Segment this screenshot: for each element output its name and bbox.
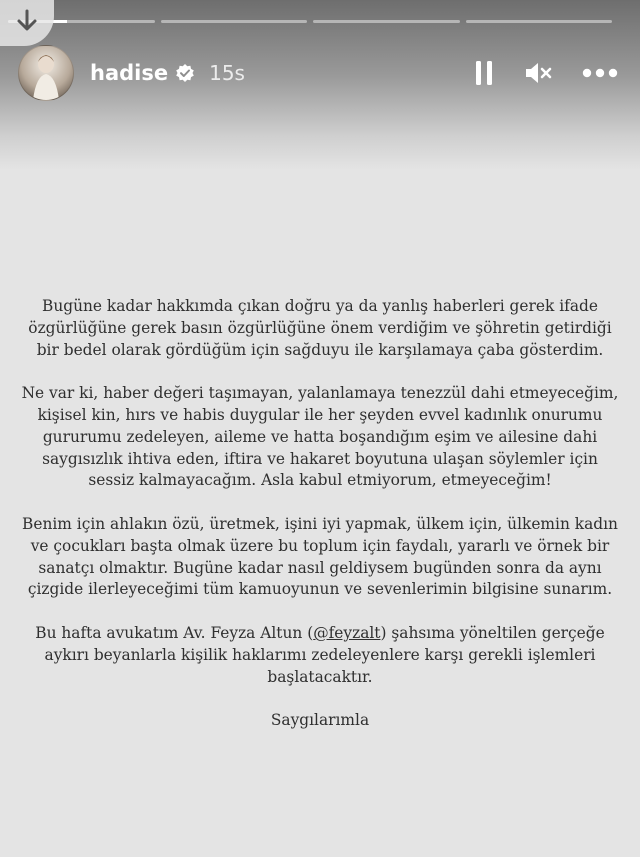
story-progress-bar bbox=[8, 20, 612, 23]
progress-segment bbox=[466, 20, 613, 23]
progress-segment bbox=[313, 20, 460, 23]
statement-text bbox=[18, 296, 622, 754]
statement-paragraph-1: Bugüne kadar hakkımda çıkan doğru ya da yanlış haberleri gerek ifade özgürlüğüne gerek basın özgürlüğüne önem verdiğim ve şöhretin getirdiği bir bedel olarak gördüğüm için sağduyu ile karşılamaya çaba gösterdim. bbox=[28, 297, 612, 359]
paragraph-4-before: Bu hafta avukatım Av. Feyza Altun ( bbox=[35, 623, 314, 642]
avatar[interactable] bbox=[18, 45, 74, 101]
story-header bbox=[18, 44, 618, 102]
download-icon bbox=[14, 8, 40, 38]
statement-paragraph-3: Benim için ahlakın özü, üretmek, işini iyi yapmak, ülkem için, ülkemin kadın ve çocukları başta olmak üzere bu toplum için faydalı, yararlı ve örnek bir sanatçı olmaktır. Bugüne kadar nasıl geldiysem bugünden sonra da aynı çizgide ilerleyeceğimi tüm kamuoyunun ve sevenlerimin bilgisine sunarım. bbox=[22, 514, 618, 599]
story-controls bbox=[474, 60, 618, 86]
paragraph-4-after: ) şahsıma yöneltilen gerçeğe aykırı beyanlarla kişilik haklarımı zedeleyenlere karşı gerekli işlemleri başlatacaktır. bbox=[44, 623, 605, 686]
progress-segment bbox=[161, 20, 308, 23]
statement-paragraph-2: Ne var ki, haber değeri taşımayan, yalanlamaya tenezzül dahi etmeyeceğim, kişisel kin, hırs ve habis duygular ile her şeyden evvel kadınlık onurumu gururumu zedeleyen, aileme ve hatta boşandığım eşim ve ailesine dahi saygısızlık ihtiva eden, iftira ve hakaret boyutuna ulaşan söylemler için sessiz kalmayacağım. Asla kabul etmiyorum, etmeyeceğim! bbox=[21, 384, 619, 490]
statement-paragraph-4 bbox=[18, 623, 622, 688]
verified-badge-icon bbox=[175, 63, 195, 83]
more-options-icon[interactable] bbox=[582, 68, 618, 78]
username[interactable]: hadise bbox=[90, 61, 169, 85]
timestamp: 15s bbox=[209, 61, 245, 85]
mention-link[interactable]: @feyzalt bbox=[313, 623, 381, 642]
signoff: Saygılarımla bbox=[270, 711, 370, 730]
pause-icon[interactable] bbox=[474, 60, 494, 86]
mute-icon[interactable] bbox=[524, 60, 552, 86]
